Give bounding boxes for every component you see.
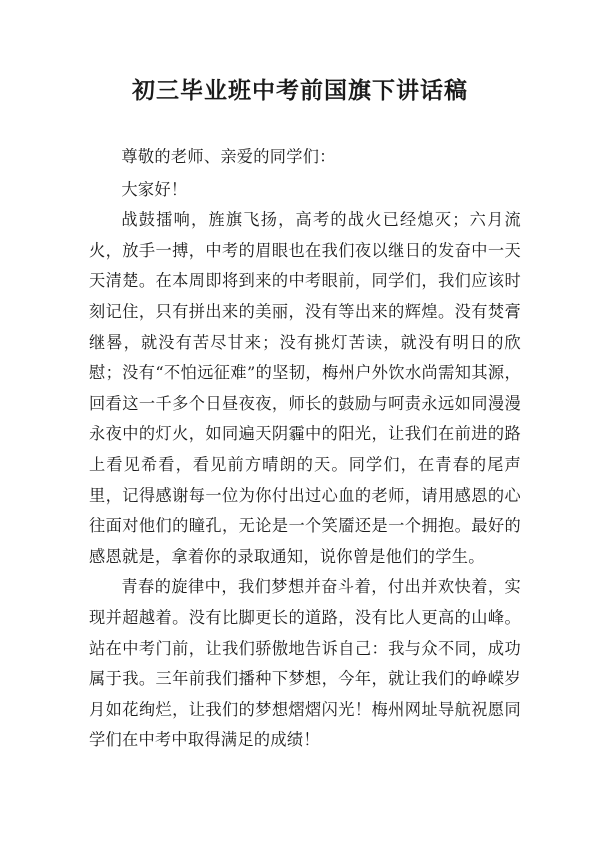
body-paragraph-2: 青春的旋律中，我们梦想并奋斗着，付出并欢快着，实现并超越着。没有比脚更长的道路，没有比人更高的山峰。站在中考门前，让我们骄傲地告诉自己：我与众不同，成功属于我。三年前我们播种下梦想，今年，就让我们的峥嵘岁月如花绚烂，让我们的梦想熠熠闪光！梅州网址导航祝愿同学们在中考中取得满足的成绩！ (89, 577, 521, 750)
greeting: 大家好！ (121, 179, 188, 199)
document-body (89, 142, 521, 756)
document-title: 初三毕业班中考前国旗下讲话稿 (132, 77, 468, 104)
salutation: 尊敬的老师、亲爱的同学们： (121, 147, 336, 166)
body-paragraph-1: 战鼓擂响，旌旗飞扬，高考的战火已经熄灭；六月流火，放手一搏，中考的眉眼也在我们夜以继日的发奋中一天天清楚。在本周即将到来的中考眼前，同学们，我们应该时刻记住，只有拼出来的美丽，没有等出来的辉煌。没有焚膏继晷，就没有苦尽甘来；没有挑灯苦读，就没有明日的欣慰；没有“不怕远征难”的坚韧，梅州户外饮水尚需知其源，回看这一千多个日昼夜夜，师长的鼓励与呵责永远如同漫漫永夜中的灯火，如同遍天阴霾中的阳光，让我们在前进的路上看见希看，看见前方晴朗的天。同学们，在青春的尾声里，记得感谢每一位为你付出过心血的老师，请用感恩的心往面对他们的瞳孔，无论是一个笑靥还是一个拥抱。最好的感恩就是，拿着你的录取通知，说你曾是他们的学生。 (89, 210, 521, 566)
